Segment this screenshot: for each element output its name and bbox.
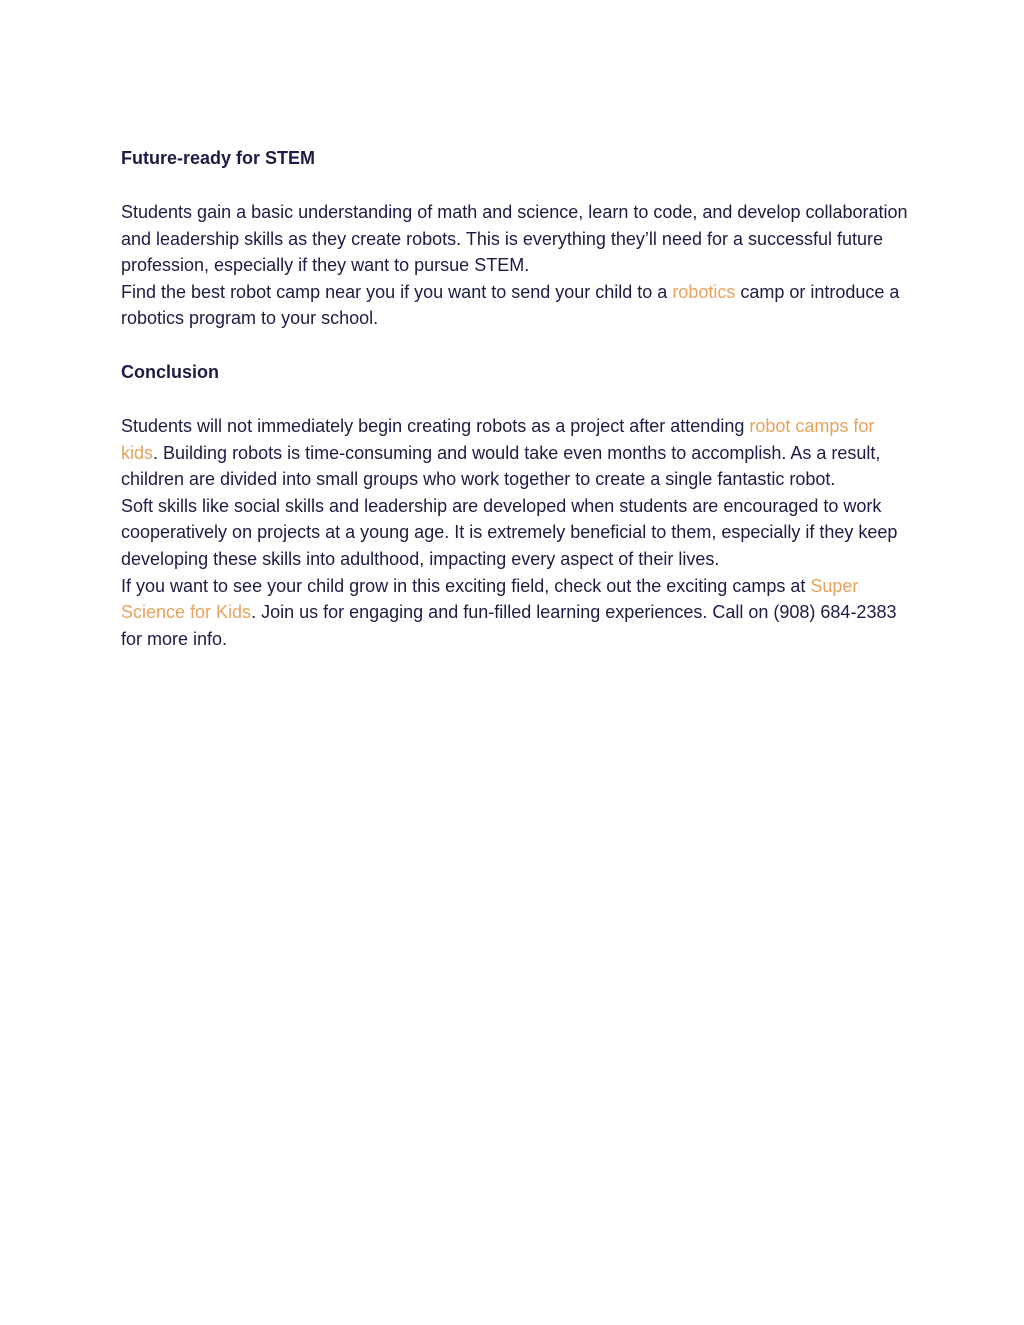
paragraph-call-to-action xyxy=(121,573,911,653)
paragraph-soft-skills: Soft skills like social skills and leadership are developed when students are encouraged to work cooperatively on projects at a young age. It is extremely beneficial to them, especially if they keep developing these skills into adulthood, impacting every aspect of their lives. xyxy=(121,495,898,569)
robotics-link[interactable]: robotics xyxy=(672,281,736,302)
paragraph-students-will-not xyxy=(121,413,911,493)
text-segment: . Join us for engaging and fun-filled learning experiences. Call on (908) 684-2383 for more info. xyxy=(121,602,897,649)
super-science-for-kids-link[interactable]: Super Science for Kids xyxy=(121,575,859,623)
spacer xyxy=(121,385,911,413)
text-segment: . Building robots is time-consuming and would take even months to accomplish. As a result, children are divided into small groups who work together to create a single fantastic robot. xyxy=(121,442,881,490)
section-heading-conclusion: Conclusion xyxy=(121,361,219,382)
document-page xyxy=(121,145,911,652)
spacer xyxy=(121,171,911,199)
spacer xyxy=(121,332,911,359)
paragraph-students-gain: Students gain a basic understanding of math and science, learn to code, and develop collaboration and leadership skills as they create robots. This is everything they’ll need for a successful future profession, especially if they want to pursue STEM. xyxy=(121,202,908,276)
robot-camps-for-kids-link[interactable]: robot camps for kids xyxy=(121,415,875,463)
paragraph-find-robot-camp xyxy=(121,279,911,332)
text-segment: camp or introduce a robotics program to your school. xyxy=(121,281,900,329)
text-segment: Students will not immediately begin creating robots as a project after attending xyxy=(121,415,750,436)
text-segment: Find the best robot camp near you if you want to send your child to a xyxy=(121,281,673,302)
section-heading-future-ready: Future-ready for STEM xyxy=(121,148,316,168)
text-segment: If you want to see your child grow in this exciting field, check out the exciting camps at xyxy=(121,575,811,596)
